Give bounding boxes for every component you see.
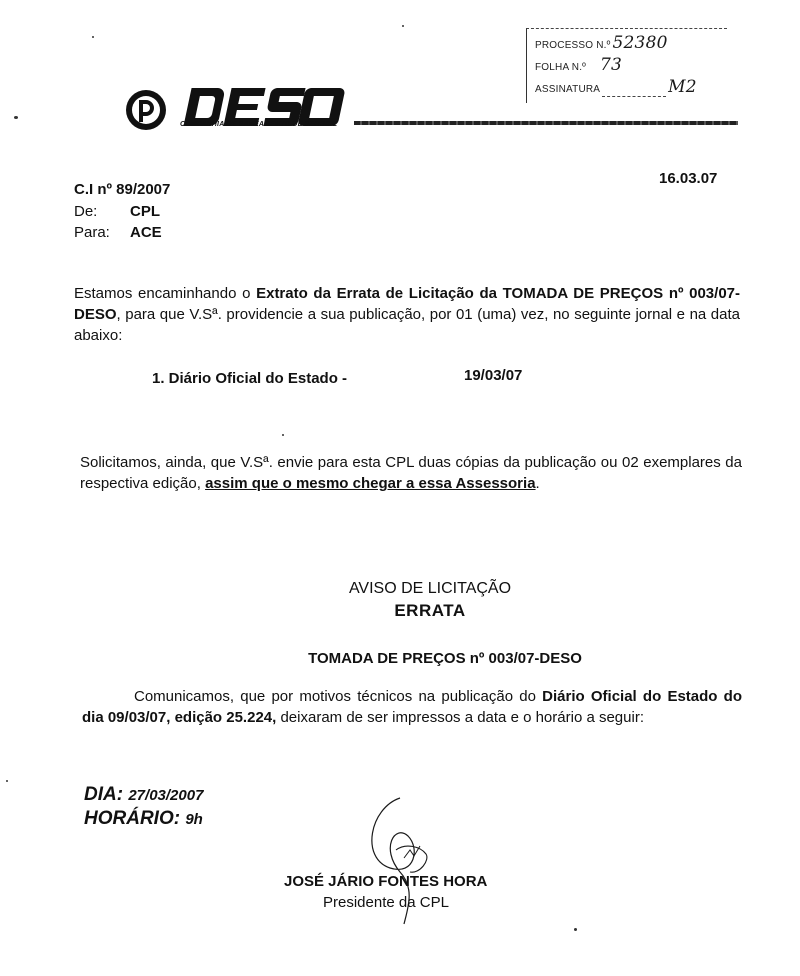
scan-speck bbox=[14, 116, 18, 119]
paragraph-request-text-a: Estamos encaminhando o bbox=[74, 285, 257, 302]
stamp-processo-value: 52380 bbox=[612, 33, 668, 53]
signer-name: JOSÉ JÁRIO FONTES HORA bbox=[284, 873, 488, 890]
memo-to-value: ACE bbox=[130, 224, 162, 241]
paragraph-notice-text-a: Comunicamos, que por motivos técnicos na publicação do bbox=[134, 688, 543, 705]
signer-role: Presidente da CPL bbox=[323, 894, 449, 911]
schedule-day-value: 27/03/2007 bbox=[128, 787, 204, 804]
memo-date: 16.03.07 bbox=[659, 170, 718, 187]
paragraph-copies bbox=[80, 452, 742, 494]
paragraph-copies-underlined: assim que o mesmo chegar a essa Assessoria bbox=[205, 475, 536, 492]
paragraph-notice-body bbox=[82, 686, 742, 728]
memo-from-value: CPL bbox=[130, 203, 160, 220]
schedule-time bbox=[84, 808, 203, 830]
paragraph-notice-text-b: deixaram de ser impressos a data e o horário a seguir: bbox=[276, 709, 644, 726]
memo-from bbox=[74, 202, 160, 222]
stamp-assinatura-row bbox=[535, 77, 697, 97]
publication-date: 19/03/07 bbox=[464, 367, 523, 384]
paragraph-notice-bold: Diário Oficial do Estado do dia 09/03/07, edição 25.224, bbox=[82, 688, 742, 726]
scan-speck bbox=[92, 36, 94, 38]
memo-to-label: Para: bbox=[74, 224, 110, 241]
memo-to bbox=[74, 223, 162, 243]
paragraph-request-bold: Extrato da Errata de Licitação da TOMADA DE PREÇOS nº 003/07-DESO bbox=[74, 285, 740, 323]
deso-logo-mark-icon bbox=[124, 88, 168, 132]
stamp-processo-label: PROCESSO N.º bbox=[535, 40, 611, 51]
scan-speck bbox=[282, 434, 284, 436]
memo-number: C.I nº 89/2007 bbox=[74, 181, 171, 198]
notice-title: AVISO DE LICITAÇÃO bbox=[348, 580, 512, 597]
paragraph-request bbox=[74, 283, 740, 346]
stamp-folha-label: FOLHA N.º bbox=[535, 62, 587, 73]
paragraph-copies-text-b: . bbox=[535, 475, 540, 492]
stamp-folha-row bbox=[535, 55, 622, 75]
scan-speck bbox=[402, 25, 404, 27]
schedule-day bbox=[84, 784, 203, 806]
paragraph-copies-text-a: Solicitamos, ainda, que V.Sª. envie para esta CPL duas cópias da publicação ou 02 exemplares da respectiva edição, bbox=[80, 454, 742, 492]
stamp-processo-row bbox=[535, 33, 668, 53]
schedule-day-label: DIA: bbox=[84, 784, 124, 805]
stamp-folha-value: 73 bbox=[600, 55, 623, 75]
publication-list-item: 1. Diário Oficial do Estado - bbox=[152, 370, 348, 387]
protocol-stamp bbox=[526, 28, 727, 103]
scan-speck bbox=[574, 928, 577, 931]
stamp-assinatura-label: ASSINATURA bbox=[535, 84, 601, 95]
notice-reference: TOMADA DE PREÇOS nº 003/07-DESO bbox=[308, 650, 582, 667]
deso-logo-wordmark-icon bbox=[180, 86, 348, 126]
paragraph-request-text-b: , para que V.Sª. providencie a sua publicação, por 01 (uma) vez, no seguinte jornal e na data abaixo: bbox=[74, 306, 740, 344]
notice-subtitle: ERRATA bbox=[394, 601, 466, 620]
schedule-time-label: HORÁRIO: bbox=[84, 808, 181, 829]
memo-from-label: De: bbox=[74, 203, 98, 220]
logo-subtitle: COMPANHIA DE SANEAMENTO DE SERGIPE bbox=[180, 121, 338, 128]
stamp-assinatura-value: M2 bbox=[668, 77, 697, 97]
scan-speck bbox=[6, 780, 8, 782]
schedule-time-value: 9h bbox=[185, 811, 203, 828]
header-rule bbox=[354, 121, 738, 125]
stamp-signature-line bbox=[602, 96, 666, 97]
